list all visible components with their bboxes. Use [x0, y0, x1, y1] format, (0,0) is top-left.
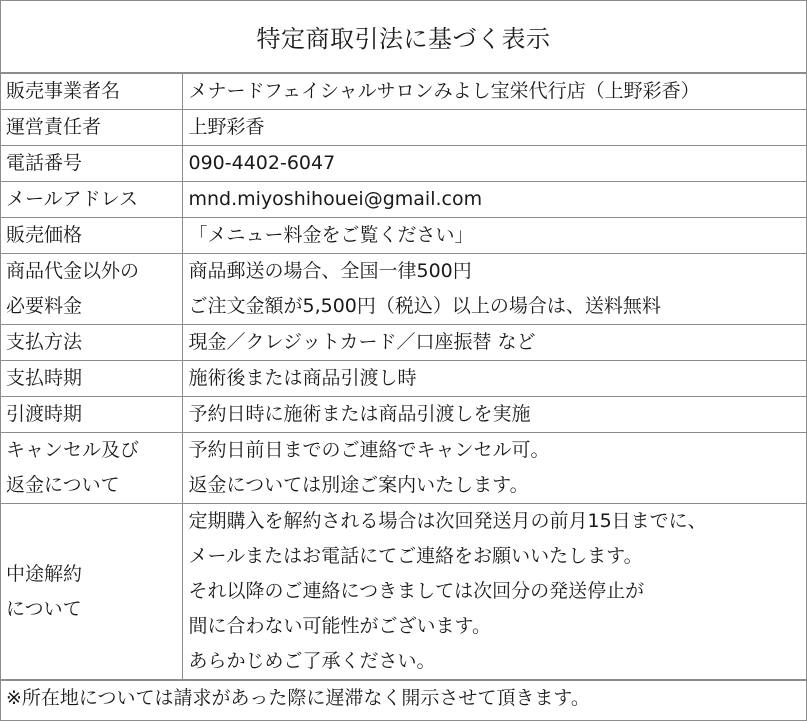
row-value: [182, 74, 806, 110]
row-label: [1, 218, 182, 254]
label-line: 支払方法: [6, 331, 83, 353]
table-row: [1, 361, 806, 397]
table-row: [1, 504, 806, 680]
footer-note: ※所在地については請求があった際に遅滞なく開示させて頂きます。: [1, 680, 806, 715]
label-line: 返金について: [6, 474, 120, 496]
label-line: 運営責任者: [6, 116, 102, 138]
value-line: 「メニュー料金をご覧ください」: [188, 224, 474, 246]
row-label: [1, 146, 182, 182]
value-line: それ以降のご連絡につきましては次回分の発送停止が: [188, 580, 645, 602]
label-line: 中途解約: [6, 562, 83, 585]
row-label: [1, 182, 182, 218]
table-row: [1, 325, 806, 361]
value-line: 予約日時に施術または商品引渡しを実施: [188, 403, 531, 425]
label-line: 必要料金: [6, 295, 83, 317]
value-line: mnd.miyoshihouei@gmail.com: [188, 188, 483, 210]
value-line: あらかじめご了承ください。: [188, 650, 436, 672]
row-label: [1, 361, 182, 397]
row-value: [182, 504, 806, 680]
value-line: 090-4402-6047: [188, 152, 336, 174]
legal-info-table: [1, 73, 806, 680]
value-line: 間に合わない可能性がございます。: [188, 615, 491, 637]
value-line: 商品郵送の場合、全国一律500円: [188, 260, 472, 282]
label-line: 販売事業者名: [6, 80, 121, 102]
value-line: 施術後または商品引渡し時: [188, 367, 417, 389]
label-line: について: [6, 597, 82, 620]
value-line: 上野彩香: [188, 116, 265, 138]
row-value: [182, 110, 806, 146]
label-line: 販売価格: [6, 224, 83, 246]
label-line: 電話番号: [6, 152, 83, 174]
table-row: [1, 254, 806, 325]
row-value: [182, 325, 806, 361]
row-label: [1, 110, 182, 146]
label-line: キャンセル及び: [6, 439, 140, 461]
label-line: 支払時期: [6, 367, 83, 389]
row-label: [1, 254, 182, 325]
label-line: 引渡時期: [6, 403, 83, 425]
value-line: 現金／クレジットカード／口座振替 など: [188, 331, 536, 353]
row-label: [1, 433, 182, 504]
value-line: 返金については別途ご案内いたします。: [188, 474, 529, 496]
table-row: [1, 74, 806, 110]
label-line: メールアドレス: [6, 188, 139, 210]
row-label: [1, 504, 182, 680]
row-value: [182, 433, 806, 504]
row-value: [182, 182, 806, 218]
page-title: 特定商取引法に基づく表示: [1, 1, 806, 73]
row-label: [1, 397, 182, 433]
value-line: ご注文金額が5,500円（税込）以上の場合は、送料無料: [188, 295, 661, 317]
row-value: [182, 146, 806, 182]
row-label: [1, 74, 182, 110]
row-value: [182, 218, 806, 254]
row-value: [182, 254, 806, 325]
value-line: メナードフェイシャルサロンみよし宝栄代行店（上野彩香）: [188, 80, 700, 102]
table-row: [1, 146, 806, 182]
row-value: [182, 397, 806, 433]
table-row: [1, 182, 806, 218]
row-value: [182, 361, 806, 397]
row-label: [1, 325, 182, 361]
table-row: [1, 218, 806, 254]
label-line: 商品代金以外の: [6, 260, 140, 282]
value-line: 予約日前日までのご連絡でキャンセル可。: [188, 439, 550, 461]
table-row: [1, 433, 806, 504]
table-row: [1, 110, 806, 146]
value-line: 定期購入を解約される場合は次回発送月の前月15日までに、: [188, 510, 707, 532]
value-line: メールまたはお電話にてご連絡をお願いいたします。: [188, 545, 643, 567]
table-row: [1, 397, 806, 433]
